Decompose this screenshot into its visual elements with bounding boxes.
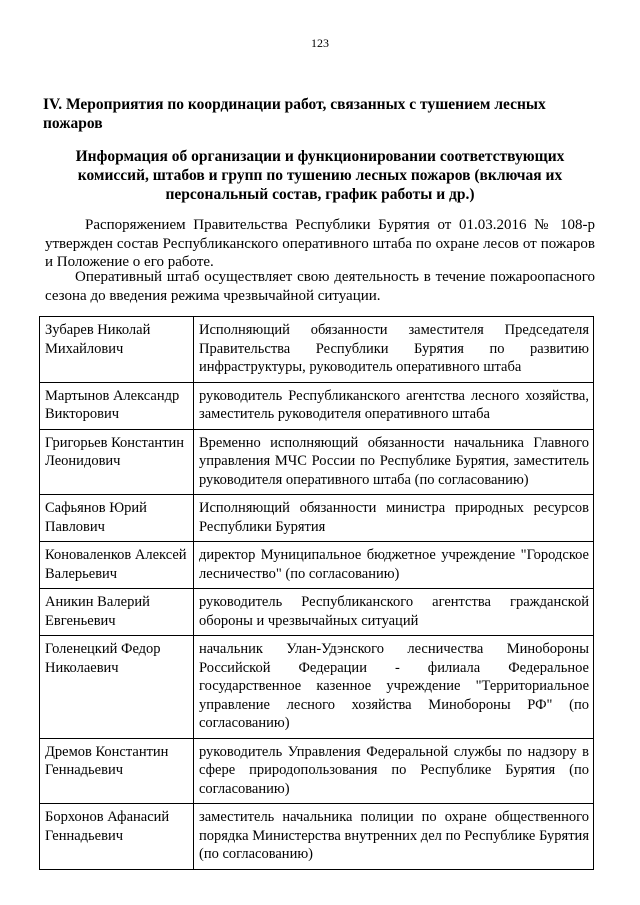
table-row — [40, 542, 594, 589]
member-role: директор Муниципальное бюджетное учреждение "Городское лесничество" (по согласованию) — [194, 542, 594, 589]
page-number: 123 — [311, 36, 329, 50]
table-row — [40, 429, 594, 495]
member-name: Сафьянов Юрий Павлович — [40, 495, 194, 542]
member-role: Исполняющий обязанности министра природных ресурсов Республики Бурятия — [194, 495, 594, 542]
member-role: руководитель Республиканского агентства лесного хозяйства, заместитель руководителя оперативного штаба — [194, 382, 594, 429]
member-role: руководитель Республиканского агентства гражданской обороны и чрезвычайных ситуаций — [194, 589, 594, 636]
member-name: Аникин Валерий Евгеньевич — [40, 589, 194, 636]
table-row — [40, 382, 594, 429]
table-row — [40, 738, 594, 804]
member-role: заместитель начальника полиции по охране общественного порядка Министерства внутренних дел по Республике Бурятия (по согласованию) — [194, 804, 594, 870]
table-row — [40, 589, 594, 636]
member-role: Исполняющий обязанности заместителя Председателя Правительства Республики Бурятия по развитию инфраструктуры, руководитель оперативного штаба — [194, 317, 594, 383]
member-role: Временно исполняющий обязанности начальника Главного управления МЧС России по Республике Бурятия, заместитель руководителя оперативного штаба (по согласованию) — [194, 429, 594, 495]
document-subtitle: Информация об организации и функционировании соответствующих комиссий, штабов и групп по тушению лесных пожаров (включая их персональный состав, график работы и др.) — [75, 148, 565, 203]
member-name: Зубарев Николай Михайлович — [40, 317, 194, 383]
table-row — [40, 317, 594, 383]
table-row — [40, 495, 594, 542]
table-row — [40, 804, 594, 870]
member-name: Дремов Константин Геннадьевич — [40, 738, 194, 804]
member-role: руководитель Управления Федеральной службы по надзору в сфере природопользования по Республике Бурятия (по согласованию) — [194, 738, 594, 804]
member-name: Борхонов Афанасий Геннадьевич — [40, 804, 194, 870]
member-name: Мартынов Александр Викторович — [40, 382, 194, 429]
member-role: начальник Улан-Удэнского лесничества Минобороны Российской Федерации - филиала Федеральное государственное казенное учреждение "Территориальное управление лесного хозяйства Минобороны РФ" (по согласованию) — [194, 636, 594, 739]
table-row — [40, 636, 594, 739]
member-name: Григорьев Константин Леонидович — [40, 429, 194, 495]
member-name: Коноваленков Алексей Валерьевич — [40, 542, 194, 589]
member-name: Голенецкий Федор Николаевич — [40, 636, 194, 739]
paragraph-decree: Распоряжением Правительства Республики Бурятия от 01.03.2016 № 108-р утвержден состав Республиканского оперативного штаба по охране лесов от пожаров и Положение о его работе. — [45, 217, 595, 270]
members-table — [39, 316, 594, 870]
paragraph-operations: Оперативный штаб осуществляет свою деятельность в течение пожароопасного сезона до введения режима чрезвычайной ситуации. — [45, 269, 595, 304]
section-title: IV. Мероприятия по координации работ, связанных с тушением лесных пожаров — [43, 96, 546, 132]
